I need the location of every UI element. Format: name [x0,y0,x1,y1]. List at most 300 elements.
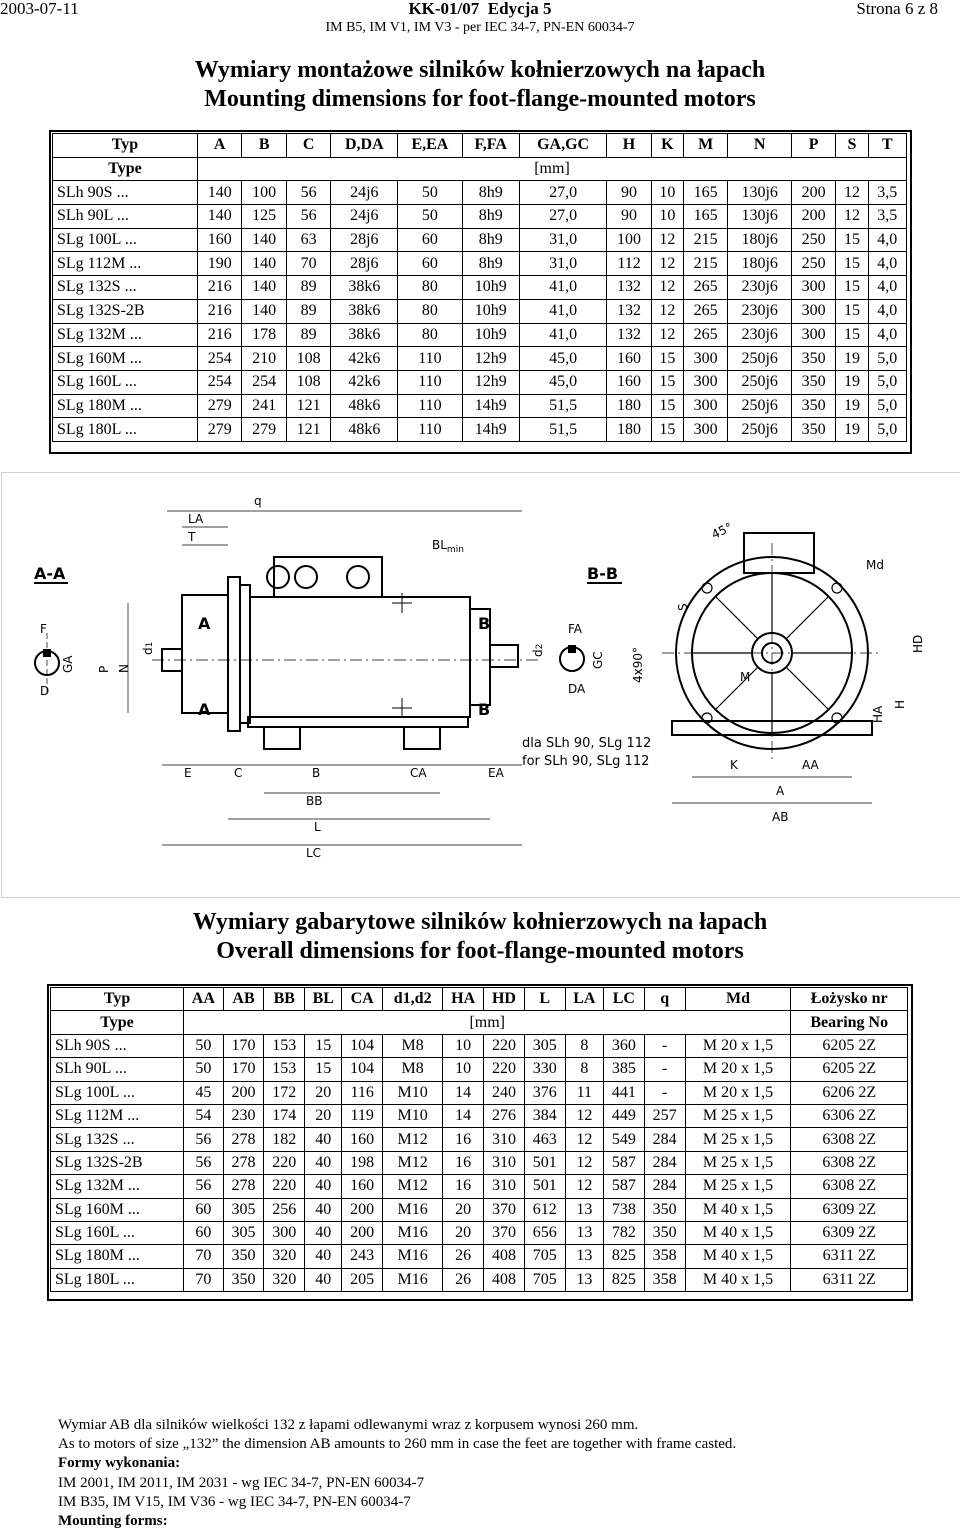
table-cell: 100 [242,181,286,205]
table-cell: 170 [223,1058,264,1081]
table-cell: 240 [484,1081,525,1104]
row-type: SLh 90S ... [51,1034,184,1057]
table-cell: 825 [603,1268,644,1291]
table-cell: M 20 x 1,5 [685,1058,791,1081]
col-header: d1,d2 [383,988,443,1011]
table-cell: 376 [524,1081,565,1104]
col-header: HD [484,988,525,1011]
table-cell: 705 [524,1268,565,1291]
table-cell: 125 [242,205,286,229]
table-cell: 130j6 [728,181,792,205]
table-cell: M8 [383,1058,443,1081]
table-cell: 250 [791,252,835,276]
table-cell: 705 [524,1245,565,1268]
table-cell: M 25 x 1,5 [685,1175,791,1198]
table-cell: 210 [242,347,286,371]
drawing-svg [2,473,960,897]
table-cell: 31,0 [519,228,606,252]
table-cell: 116 [342,1081,383,1104]
table-cell: 160 [607,370,651,394]
doc-number: KK-01/07 [408,0,480,18]
table-cell: 310 [484,1128,525,1151]
table-cell: 15 [651,418,683,442]
form-line-2: IM B35, IM V15, IM V36 - wg IEC 34-7, PN-EN 60034-7 [58,1493,411,1510]
row-type: SLh 90L ... [53,205,198,229]
form-line-1: IM 2001, IM 2011, IM 2031 - wg IEC 34-7, PN-EN 60034-7 [58,1474,425,1491]
table-cell: 5,0 [868,370,906,394]
table-cell: 70 [184,1268,224,1291]
svg-text:A: A [776,784,785,798]
table-cell: 738 [603,1198,644,1221]
table-cell: 12 [651,252,683,276]
table-row [53,252,907,276]
table-cell: 56 [184,1151,224,1174]
table-cell: 100 [607,228,651,252]
table-cell: 26 [443,1245,484,1268]
table-cell: 40 [305,1245,342,1268]
unit-label: [mm] [197,157,906,181]
svg-text:4x90°: 4x90° [631,646,645,683]
table-cell: 254 [197,347,241,371]
table-cell: 15 [651,347,683,371]
table-cell: 254 [197,370,241,394]
table-cell: 104 [342,1058,383,1081]
doc-date: 2003-07-11 [0,0,79,18]
col-header: C [286,134,330,158]
note-ab-en: As to motors of size „132” the dimension AB amounts to 260 mm in case the feet are together with frame casted. [58,1436,737,1453]
row-type: SLg 160L ... [53,370,198,394]
table-cell: 16 [443,1151,484,1174]
overall-title-en: Overall dimensions for foot-flange-mounted motors [216,938,744,964]
table-cell: M12 [383,1151,443,1174]
table-cell: 10h9 [462,276,519,300]
table-cell: 408 [484,1268,525,1291]
table-cell: 12 [651,323,683,347]
table-cell: 80 [398,299,462,323]
table-cell: 250j6 [728,370,792,394]
table-cell: 215 [683,252,727,276]
col-header: L [524,988,565,1011]
table-cell: 38k6 [331,323,398,347]
table-cell: 14h9 [462,418,519,442]
svg-text:B: B [478,700,491,719]
table-cell: 10 [443,1058,484,1081]
table-cell: 612 [524,1198,565,1221]
table-cell: 26 [443,1268,484,1291]
col-header-bearing: Łożysko nr [791,988,908,1011]
col-header: BB [264,988,305,1011]
table-cell: 6306 2Z [791,1104,908,1127]
row-type: SLg 180L ... [53,418,198,442]
table-cell: 501 [524,1151,565,1174]
col-header-type-en: Type [51,1011,184,1034]
table-cell: 60 [398,252,462,276]
col-header-type-en: Type [53,157,198,181]
col-header: B [242,134,286,158]
table-cell: 12 [836,205,868,229]
table-cell: 320 [264,1245,305,1268]
table-cell: 370 [484,1221,525,1244]
table-cell: - [644,1081,685,1104]
row-type: SLh 90L ... [51,1058,184,1081]
table-cell: 300 [683,347,727,371]
table-cell: 408 [484,1245,525,1268]
table-cell: 230j6 [728,299,792,323]
row-type: SLg 132S-2B [51,1151,184,1174]
svg-text:E: E [184,766,192,780]
table-cell: 12h9 [462,370,519,394]
svg-text:GA: GA [61,655,75,673]
table-cell: 121 [286,418,330,442]
col-header: AA [184,988,224,1011]
table-cell: 5,0 [868,418,906,442]
row-type: SLg 132M ... [51,1175,184,1198]
table-cell: 180j6 [728,252,792,276]
table-cell: M 40 x 1,5 [685,1198,791,1221]
table-cell: 6205 2Z [791,1058,908,1081]
col-header: q [644,988,685,1011]
table-cell: 51,5 [519,418,606,442]
svg-text:A: A [198,700,211,719]
table-cell: 160 [607,347,651,371]
col-header: LC [603,988,644,1011]
svg-text:BB: BB [306,794,323,808]
table-cell: 56 [286,205,330,229]
table-cell: 300 [791,299,835,323]
table-cell: 463 [524,1128,565,1151]
svg-text:L: L [314,820,321,834]
table-cell: 13 [565,1221,603,1244]
table-cell: 243 [342,1245,383,1268]
mounting-table [52,133,907,442]
table-cell: 350 [791,370,835,394]
table-cell: 284 [644,1175,685,1198]
table-cell: 10 [443,1034,484,1057]
table-row [51,1198,908,1221]
table-cell: 41,0 [519,276,606,300]
row-type: SLg 100L ... [51,1081,184,1104]
table-cell: 250 [791,228,835,252]
table-cell: 140 [242,299,286,323]
table-cell: 140 [242,228,286,252]
table-cell: 10h9 [462,323,519,347]
col-header: BL [305,988,342,1011]
table-cell: M 40 x 1,5 [685,1245,791,1268]
table-cell: 27,0 [519,181,606,205]
table-cell: 5,0 [868,347,906,371]
note-ab-pl: Wymiar AB dla silników wielkości 132 z łapami odlewanymi wraz z korpusem wynosi 260 mm. [58,1417,639,1433]
table-cell: 38k6 [331,299,398,323]
table-cell: 12 [836,181,868,205]
table-cell: 19 [836,370,868,394]
table-cell: 265 [683,299,727,323]
table-cell: 20 [443,1198,484,1221]
section-aa-label: A-A [34,564,66,583]
table-cell: 4,0 [868,299,906,323]
table-cell: 190 [197,252,241,276]
table-cell: 48k6 [331,394,398,418]
svg-text:d1: d1 [141,641,155,655]
table-cell: 4,0 [868,276,906,300]
table-cell: 20 [443,1221,484,1244]
table-cell: 198 [342,1151,383,1174]
table-row [53,276,907,300]
table-cell: 12 [565,1104,603,1127]
col-header: S [836,134,868,158]
table-subheader-row [51,1011,908,1034]
table-cell: 216 [197,299,241,323]
table-cell: 12 [651,276,683,300]
svg-text:dla SLh 90, SLg 112: dla SLh 90, SLg 112 [522,736,652,751]
table-cell: 140 [197,181,241,205]
table-cell: 182 [264,1128,305,1151]
table-cell: M12 [383,1128,443,1151]
table-row [51,1034,908,1057]
table-cell: M 25 x 1,5 [685,1151,791,1174]
row-type: SLg 180L ... [51,1268,184,1291]
table-cell: 13 [565,1198,603,1221]
motor-side-view [162,557,518,749]
table-cell: 172 [264,1081,305,1104]
svg-text:F: F [40,622,47,636]
table-cell: M 40 x 1,5 [685,1221,791,1244]
table-cell: 63 [286,228,330,252]
row-type: SLg 180M ... [53,394,198,418]
table-cell: 40 [305,1128,342,1151]
table-cell: 3,5 [868,205,906,229]
table-cell: 14h9 [462,394,519,418]
table-cell: 42k6 [331,347,398,371]
table-cell: 45 [184,1081,224,1104]
table-cell: 56 [184,1128,224,1151]
table-cell: 28j6 [331,252,398,276]
table-cell: 51,5 [519,394,606,418]
svg-text:EA: EA [488,766,504,780]
table-cell: 305 [223,1198,264,1221]
table-cell: 200 [791,205,835,229]
table-cell: 15 [651,394,683,418]
table-cell: 119 [342,1104,383,1127]
table-row [51,1128,908,1151]
table-cell: 90 [607,181,651,205]
table-cell: 12 [651,299,683,323]
table-cell: 14 [443,1081,484,1104]
table-cell: 108 [286,347,330,371]
table-cell: M16 [383,1268,443,1291]
table-cell: 38k6 [331,276,398,300]
mounting-title-pl: Wymiary montażowe silników kołnierzowych na łapach [194,57,766,83]
col-header: F,FA [462,134,519,158]
table-cell: 320 [264,1268,305,1291]
col-header: T [868,134,906,158]
table-cell: 15 [305,1034,342,1057]
table-cell: 160 [342,1175,383,1198]
table-row [53,347,907,371]
table-cell: 330 [524,1058,565,1081]
table-cell: 230 [223,1104,264,1127]
table-row [53,181,907,205]
svg-text:FA: FA [568,622,583,636]
mounting-title-en: Mounting dimensions for foot-flange-mounted motors [204,86,756,112]
technical-drawing [1,472,960,898]
table-cell: 6309 2Z [791,1221,908,1244]
row-type: SLg 112M ... [51,1104,184,1127]
row-type: SLg 132M ... [53,323,198,347]
table-cell: 60 [398,228,462,252]
table-row [51,1221,908,1244]
table-cell: 104 [342,1034,383,1057]
table-cell: M 20 x 1,5 [685,1081,791,1104]
table-row [53,323,907,347]
table-cell: 15 [836,276,868,300]
table-cell: 132 [607,323,651,347]
table-cell: 6205 2Z [791,1034,908,1057]
table-cell: 310 [484,1175,525,1198]
row-type: SLg 132S ... [53,276,198,300]
page-number: Strona 6 z 8 [856,0,938,18]
svg-text:P: P [97,665,111,673]
table-cell: 174 [264,1104,305,1127]
table-cell: 12h9 [462,347,519,371]
table-cell: 4,0 [868,252,906,276]
table-cell: 31,0 [519,252,606,276]
table-cell: 250j6 [728,418,792,442]
table-cell: 370 [484,1198,525,1221]
svg-text:B: B [478,614,491,633]
table-cell: 4,0 [868,323,906,347]
table-cell: 160 [342,1128,383,1151]
table-cell: 112 [607,252,651,276]
table-cell: 205 [342,1268,383,1291]
table-cell: 12 [651,228,683,252]
table-cell: 350 [791,347,835,371]
table-cell: 358 [644,1245,685,1268]
table-cell: 50 [184,1058,224,1081]
table-cell: 782 [603,1221,644,1244]
svg-text:M: M [740,670,751,684]
table-cell: 10h9 [462,299,519,323]
table-cell: 140 [242,276,286,300]
col-header: LA [565,988,603,1011]
table-row [51,1245,908,1268]
table-cell: 12 [565,1151,603,1174]
table-cell: 6308 2Z [791,1128,908,1151]
table-cell: 80 [398,276,462,300]
table-cell: 110 [398,418,462,442]
table-row [53,205,907,229]
table-cell: 6311 2Z [791,1268,908,1291]
table-cell: 549 [603,1128,644,1151]
table-cell: 160 [197,228,241,252]
table-cell: 20 [305,1104,342,1127]
table-cell: 178 [242,323,286,347]
table-cell: 140 [242,252,286,276]
table-cell: 220 [484,1058,525,1081]
table-cell: 180 [607,394,651,418]
table-cell: 215 [683,228,727,252]
col-header: K [651,134,683,158]
table-cell: 200 [223,1081,264,1104]
table-cell: 305 [524,1034,565,1057]
table-cell: 200 [342,1221,383,1244]
svg-text:H: H [893,699,907,709]
table-cell: 132 [607,299,651,323]
table-cell: 132 [607,276,651,300]
table-row [53,299,907,323]
table-cell: 11 [565,1081,603,1104]
svg-text:for SLh 90, SLg 112: for SLh 90, SLg 112 [522,754,650,769]
table-cell: 6308 2Z [791,1175,908,1198]
table-cell: 350 [791,418,835,442]
table-cell: 56 [286,181,330,205]
table-cell: 42k6 [331,370,398,394]
table-cell: 300 [683,418,727,442]
table-cell: M16 [383,1245,443,1268]
svg-text:N: N [117,664,131,673]
table-cell: 15 [836,323,868,347]
table-cell: 121 [286,394,330,418]
table-cell: 10 [651,205,683,229]
table-cell: 40 [305,1198,342,1221]
row-type: SLg 100L ... [53,228,198,252]
table-cell: 6311 2Z [791,1245,908,1268]
table-row [53,370,907,394]
table-cell: 165 [683,181,727,205]
table-cell: 300 [791,323,835,347]
table-cell: 587 [603,1175,644,1198]
table-cell: 15 [305,1058,342,1081]
svg-text:q: q [254,494,262,508]
col-header: CA [342,988,383,1011]
table-cell: 220 [484,1034,525,1057]
table-cell: 501 [524,1175,565,1198]
forms-label: Formy wykonania: [58,1455,181,1472]
table-cell: 350 [644,1221,685,1244]
svg-text:AA: AA [802,758,819,772]
table-cell: 15 [651,370,683,394]
table-header-row [53,134,907,158]
table-cell: 50 [398,181,462,205]
svg-text:LA: LA [188,512,204,526]
col-header: Md [685,988,791,1011]
overall-title-pl: Wymiary gabarytowe silników kołnierzowych na łapach [192,909,768,935]
table-cell: 70 [184,1245,224,1268]
table-cell: M 25 x 1,5 [685,1104,791,1127]
table-cell: 110 [398,394,462,418]
forms-label-en: Mounting forms: [58,1513,168,1530]
table-cell: 40 [305,1175,342,1198]
table-cell: 89 [286,276,330,300]
table-cell: M16 [383,1198,443,1221]
table-cell: 50 [184,1034,224,1057]
table-cell: 230j6 [728,323,792,347]
table-cell: 41,0 [519,299,606,323]
table-cell: 310 [484,1151,525,1174]
table-cell: 216 [197,276,241,300]
svg-text:CA: CA [410,766,427,780]
table-cell: 19 [836,418,868,442]
table-row [53,228,907,252]
table-cell: 153 [264,1058,305,1081]
doc-subtitle: IM B5, IM V1, IM V3 - per IEC 34-7, PN-EN 60034-7 [325,20,635,35]
table-cell: 16 [443,1175,484,1198]
col-header: H [607,134,651,158]
table-cell: 19 [836,347,868,371]
table-cell: 45,0 [519,347,606,371]
row-type: SLg 180M ... [51,1245,184,1268]
table-cell: 13 [565,1268,603,1291]
svg-text:d2: d2 [531,643,545,657]
